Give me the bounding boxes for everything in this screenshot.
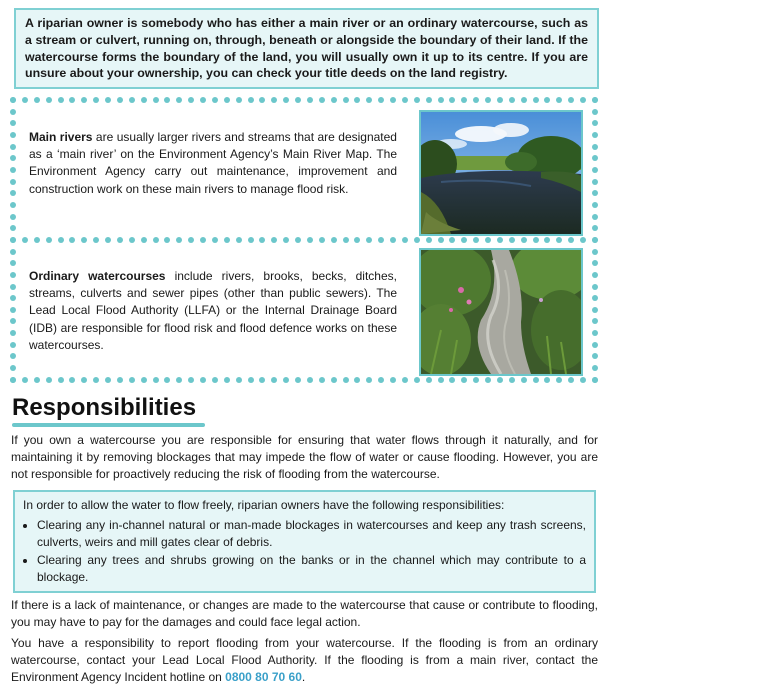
border-dot [10, 202, 16, 208]
border-dot [176, 237, 182, 243]
border-dot [10, 167, 16, 173]
border-dot [592, 284, 598, 290]
border-dot [34, 377, 40, 383]
border-dot [556, 97, 562, 103]
ordinary-watercourses-term: Ordinary watercourses [29, 269, 166, 283]
border-dot [556, 377, 562, 383]
border-dot [10, 190, 16, 196]
border-dot [188, 97, 194, 103]
border-dot [449, 237, 455, 243]
border-dot [46, 97, 52, 103]
border-dot [331, 97, 337, 103]
border-dot [592, 272, 598, 278]
border-dot [580, 377, 586, 383]
border-dot [414, 377, 420, 383]
border-dot [307, 237, 313, 243]
border-dot [271, 237, 277, 243]
border-dot [117, 97, 123, 103]
river-photo [419, 110, 583, 236]
border-dot [497, 97, 503, 103]
border-dot [164, 377, 170, 383]
border-dot [592, 214, 598, 220]
border-dot [129, 97, 135, 103]
border-dot [10, 365, 16, 371]
border-dot [248, 377, 254, 383]
border-dot [461, 377, 467, 383]
border-dot [592, 225, 598, 231]
border-dot [307, 97, 313, 103]
border-dot [449, 377, 455, 383]
border-dot [117, 237, 123, 243]
border-dot [426, 97, 432, 103]
border-dot [10, 318, 16, 324]
border-dot [343, 97, 349, 103]
border-dot [46, 237, 52, 243]
border-dot [141, 97, 147, 103]
responsibilities-heading: Responsibilities [12, 394, 197, 421]
intro-text: A riparian owner is somebody who has either a main river or an ordinary watercourse, such as a stream or culvert, running on, through, beneath or alongside the boundary of their land. If the watercourse forms the boundary of the land, you will usually own it up to its centre. If you are unsure about your ownership, you can check your title deeds on the land registry. [25, 16, 588, 81]
border-dot [366, 237, 372, 243]
border-dot [283, 97, 289, 103]
border-dot [58, 377, 64, 383]
border-dot [10, 295, 16, 301]
main-rivers-term: Main rivers [29, 130, 93, 144]
border-dot [509, 377, 515, 383]
border-dot [509, 237, 515, 243]
border-dot [533, 237, 539, 243]
border-dot [176, 377, 182, 383]
border-dot [22, 377, 28, 383]
border-dot [592, 260, 598, 266]
border-dot [10, 284, 16, 290]
border-dot [568, 377, 574, 383]
border-dot [34, 237, 40, 243]
border-dot [544, 97, 550, 103]
intro-callout [14, 8, 599, 89]
border-dot [473, 377, 479, 383]
ordinary-watercourses-description: include rivers, brooks, becks, ditches, streams, culverts and sewer pipes (other than public sewers). The Lead Local Flood Authority (LLFA) or the Internal Drainage Board (IDB) are responsible for flood risk and flood defence works on these watercourses. [29, 269, 397, 352]
border-dot [378, 237, 384, 243]
border-dot [366, 97, 372, 103]
border-dot [521, 97, 527, 103]
border-dot [461, 97, 467, 103]
border-dot [592, 307, 598, 313]
border-dot [188, 237, 194, 243]
border-dot [592, 249, 598, 255]
border-dot [544, 237, 550, 243]
border-dot [22, 237, 28, 243]
border-dot [105, 237, 111, 243]
border-dot [592, 155, 598, 161]
border-dot [10, 97, 16, 103]
border-dot [34, 97, 40, 103]
border-dot [438, 377, 444, 383]
border-dot [438, 237, 444, 243]
border-dot [176, 97, 182, 103]
border-dot [426, 237, 432, 243]
border-dot [544, 377, 550, 383]
border-dot [438, 97, 444, 103]
border-dot [295, 237, 301, 243]
ordinary-watercourses-text [29, 268, 397, 354]
stream-photo-image [421, 250, 581, 374]
ownership-paragraph: If you own a watercourse you are responsible for ensuring that water flows through it naturally, and for maintaining it by removing blockages that may impede the flow of water or cause flooding. However, you are not responsible for proactively reducing the risk of flooding from the watercourse. [11, 433, 598, 482]
border-dot [93, 377, 99, 383]
border-dot [485, 237, 491, 243]
maintenance-paragraph: If there is a lack of maintenance, or changes are made to the watercourse that cause or contribute to flooding, you may have to pay for the damages and could face legal action. [11, 598, 598, 630]
border-dot [402, 377, 408, 383]
border-dot [224, 97, 230, 103]
border-dot [592, 179, 598, 185]
border-dot [10, 272, 16, 278]
border-dot [343, 237, 349, 243]
border-dot [592, 144, 598, 150]
responsibilities-list [23, 517, 586, 586]
border-dot [473, 237, 479, 243]
border-dot [81, 377, 87, 383]
border-dot [10, 225, 16, 231]
border-dot [117, 377, 123, 383]
border-dot [259, 377, 265, 383]
border-dot [509, 97, 515, 103]
border-dot [402, 237, 408, 243]
border-dot [248, 97, 254, 103]
border-dot [354, 237, 360, 243]
border-dot [331, 377, 337, 383]
border-dot [58, 97, 64, 103]
border-dot [449, 97, 455, 103]
border-dot [592, 353, 598, 359]
border-dot [592, 109, 598, 115]
border-dot [212, 97, 218, 103]
border-dot [592, 132, 598, 138]
border-dot [10, 330, 16, 336]
hotline-link[interactable]: 0800 80 70 60 [225, 670, 302, 685]
border-dot [461, 237, 467, 243]
border-dot [69, 237, 75, 243]
dotted-border-left [10, 97, 16, 383]
border-dot [153, 237, 159, 243]
border-dot [521, 237, 527, 243]
border-dot [414, 237, 420, 243]
border-dot [592, 237, 598, 243]
border-dot [521, 377, 527, 383]
border-dot [497, 377, 503, 383]
border-dot [592, 342, 598, 348]
border-dot [592, 318, 598, 324]
border-dot [580, 237, 586, 243]
border-dot [141, 237, 147, 243]
border-dot [592, 190, 598, 196]
main-rivers-description: are usually larger rivers and streams that are designated as a ‘main river’ on the Environment Agency’s Main River Map. The Environment Agency carry out maintenance, improvement and construction work on these main rivers to manage flood risk. [29, 130, 397, 196]
list-item: • Clearing any trees and shrubs growing on the banks or in the channel which may contribute to a blockage. [37, 552, 586, 586]
border-dot [485, 377, 491, 383]
border-dot [129, 237, 135, 243]
border-dot [354, 97, 360, 103]
border-dot [236, 377, 242, 383]
border-dot [343, 377, 349, 383]
border-dot [129, 377, 135, 383]
border-dot [259, 97, 265, 103]
border-dot [212, 377, 218, 383]
border-dot [200, 97, 206, 103]
border-dot [10, 260, 16, 266]
border-dot [390, 97, 396, 103]
border-dot [580, 97, 586, 103]
border-dot [485, 97, 491, 103]
border-dot [533, 97, 539, 103]
border-dot [141, 377, 147, 383]
border-dot [592, 97, 598, 103]
border-dot [283, 377, 289, 383]
border-dot [10, 109, 16, 115]
border-dot [10, 237, 16, 243]
border-dot [378, 97, 384, 103]
border-dot [188, 377, 194, 383]
border-dot [331, 237, 337, 243]
dotted-border-middle [10, 237, 598, 245]
border-dot [105, 377, 111, 383]
border-dot [592, 202, 598, 208]
stream-photo [419, 248, 583, 376]
dotted-border-bottom [10, 377, 598, 385]
border-dot [319, 97, 325, 103]
list-item: • Clearing any in-channel natural or man-made blockages in watercourses and keep any trash screens, culverts, weirs and mill gates clear of debris. [37, 517, 586, 551]
border-dot [271, 377, 277, 383]
responsibilities-box [13, 490, 596, 593]
border-dot [592, 167, 598, 173]
border-dot [10, 342, 16, 348]
border-dot [10, 214, 16, 220]
border-dot [592, 365, 598, 371]
border-dot [22, 97, 28, 103]
border-dot [224, 237, 230, 243]
border-dot [10, 144, 16, 150]
border-dot [248, 237, 254, 243]
border-dot [426, 377, 432, 383]
border-dot [259, 237, 265, 243]
border-dot [319, 377, 325, 383]
border-dot [473, 97, 479, 103]
border-dot [236, 97, 242, 103]
border-dot [533, 377, 539, 383]
border-dot [568, 237, 574, 243]
border-dot [153, 97, 159, 103]
border-dot [69, 97, 75, 103]
border-dot [58, 237, 64, 243]
border-dot [10, 353, 16, 359]
border-dot [200, 377, 206, 383]
border-dot [354, 377, 360, 383]
border-dot [556, 237, 562, 243]
border-dot [295, 377, 301, 383]
border-dot [10, 377, 16, 383]
border-dot [81, 97, 87, 103]
border-dot [283, 237, 289, 243]
border-dot [10, 120, 16, 126]
border-dot [164, 97, 170, 103]
report-flooding-end: . [301, 670, 306, 685]
border-dot [224, 377, 230, 383]
border-dot [236, 237, 242, 243]
border-dot [69, 377, 75, 383]
border-dot [93, 97, 99, 103]
report-flooding-text: You have a responsibility to report flooding from your watercourse. If the flooding is from an ordinary watercourse, contact your Lead Local Flood Authority. If the flooding is from a main river, contact the Environment Agency Incident hotline on [11, 636, 598, 685]
border-dot [378, 377, 384, 383]
river-photo-image [421, 112, 581, 234]
report-flooding-paragraph [11, 635, 598, 687]
border-dot [390, 237, 396, 243]
main-rivers-text [29, 129, 397, 198]
border-dot [366, 377, 372, 383]
border-dot [10, 307, 16, 313]
heading-underline [12, 423, 205, 427]
border-dot [592, 377, 598, 383]
border-dot [153, 377, 159, 383]
border-dot [319, 237, 325, 243]
border-dot [592, 330, 598, 336]
border-dot [10, 179, 16, 185]
border-dot [307, 377, 313, 383]
border-dot [10, 132, 16, 138]
border-dot [93, 237, 99, 243]
border-dot [200, 237, 206, 243]
border-dot [10, 155, 16, 161]
dotted-border-right [592, 97, 598, 383]
border-dot [10, 249, 16, 255]
border-dot [46, 377, 52, 383]
border-dot [592, 295, 598, 301]
responsibilities-lead: In order to allow the water to flow freely, riparian owners have the following responsibilities: [23, 498, 505, 512]
border-dot [402, 97, 408, 103]
border-dot [497, 237, 503, 243]
border-dot [81, 237, 87, 243]
border-dot [164, 237, 170, 243]
border-dot [592, 120, 598, 126]
dotted-border-top [10, 97, 598, 105]
border-dot [295, 97, 301, 103]
border-dot [568, 97, 574, 103]
border-dot [105, 97, 111, 103]
border-dot [390, 377, 396, 383]
border-dot [212, 237, 218, 243]
border-dot [414, 97, 420, 103]
border-dot [271, 97, 277, 103]
